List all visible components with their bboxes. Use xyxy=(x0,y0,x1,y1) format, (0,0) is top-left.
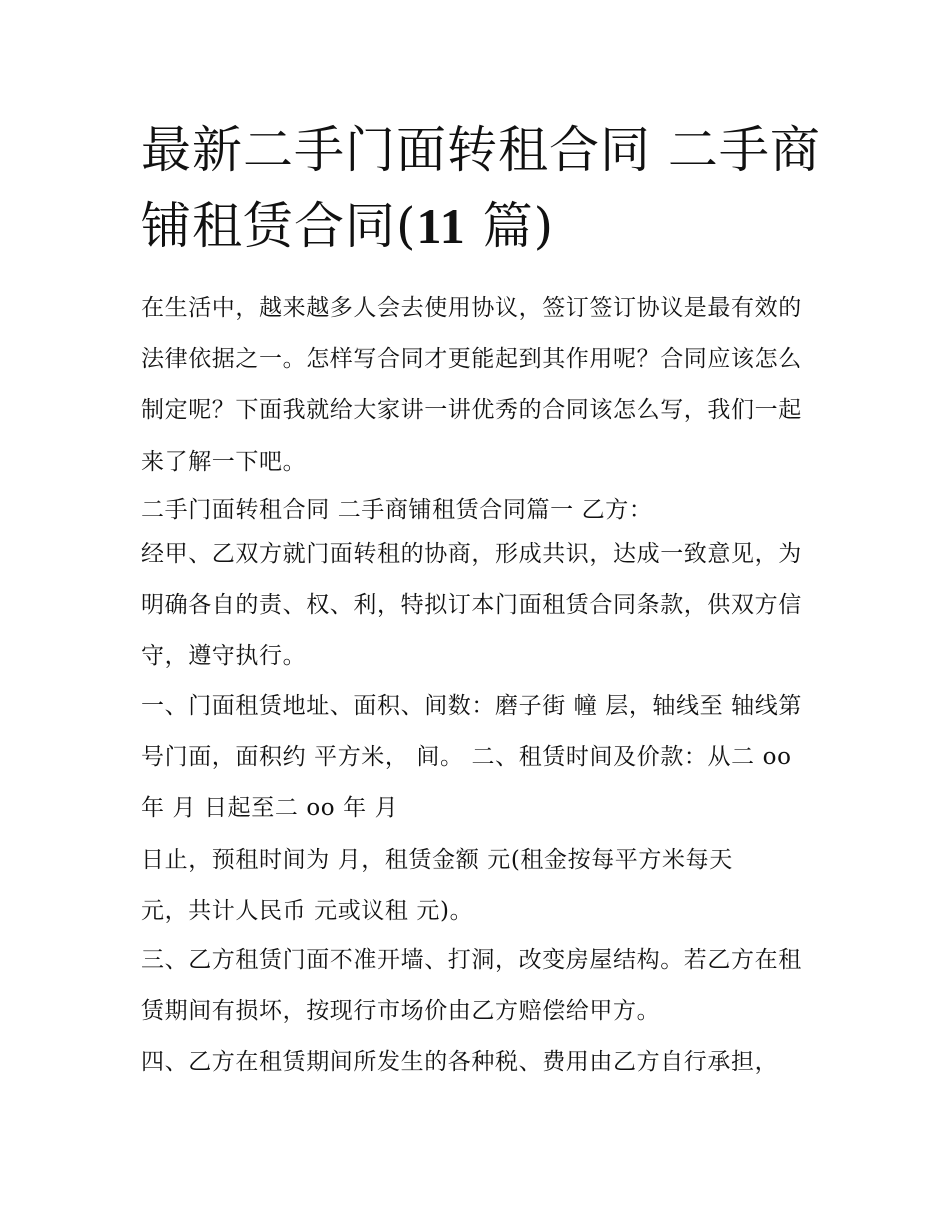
title-text-part1: 最新二手门面转租合同 二手商铺租赁合同( xyxy=(141,121,821,255)
preamble-paragraph: 经甲、乙双方就门面转租的协商，形成共识，达成一致意见，为明确各自的责、权、利，特拟订本门面租赁合同条款，供双方信守，遵守执行。 xyxy=(141,541,802,670)
clause-2-continued-paragraph: 日止，预租时间为 月，租赁金额 元(租金按每平方米每天 元，共计人民币 元或议租 元)。 xyxy=(141,847,733,925)
clause-3-paragraph: 三、乙方租赁门面不准开墙、打洞，改变房屋结构。若乙方在租赁期间有损坏，按现行市场价由乙方赔偿给甲方。 xyxy=(141,947,802,1025)
title-text-part2: 篇) xyxy=(465,197,555,255)
clause-4-paragraph: 四、乙方在租赁期间所发生的各种税、费用由乙方自行承担， xyxy=(141,1049,779,1075)
intro-paragraph: 在生活中，越来越多人会去使用协议，签订签订协议是最有效的法律依据之一。怎样写合同才更能起到其作用呢？合同应该怎么制定呢？下面我就给大家讲一讲优秀的合同该怎么写，我们一起来了解一下吧。 xyxy=(141,295,802,475)
document-title xyxy=(141,112,831,264)
section-heading: 二手门面转租合同 二手商铺租赁合同篇一 乙方： xyxy=(141,497,653,523)
title-count: 11 xyxy=(416,198,466,254)
clause-1-2-paragraph: 一、门面租赁地址、面积、间数：磨子街 幢 层，轴线至 轴线第 号门面，面积约 平方米， 间。 二、租赁时间及价款：从二 oo 年 月 日起至二 oo 年 月 xyxy=(141,693,802,822)
